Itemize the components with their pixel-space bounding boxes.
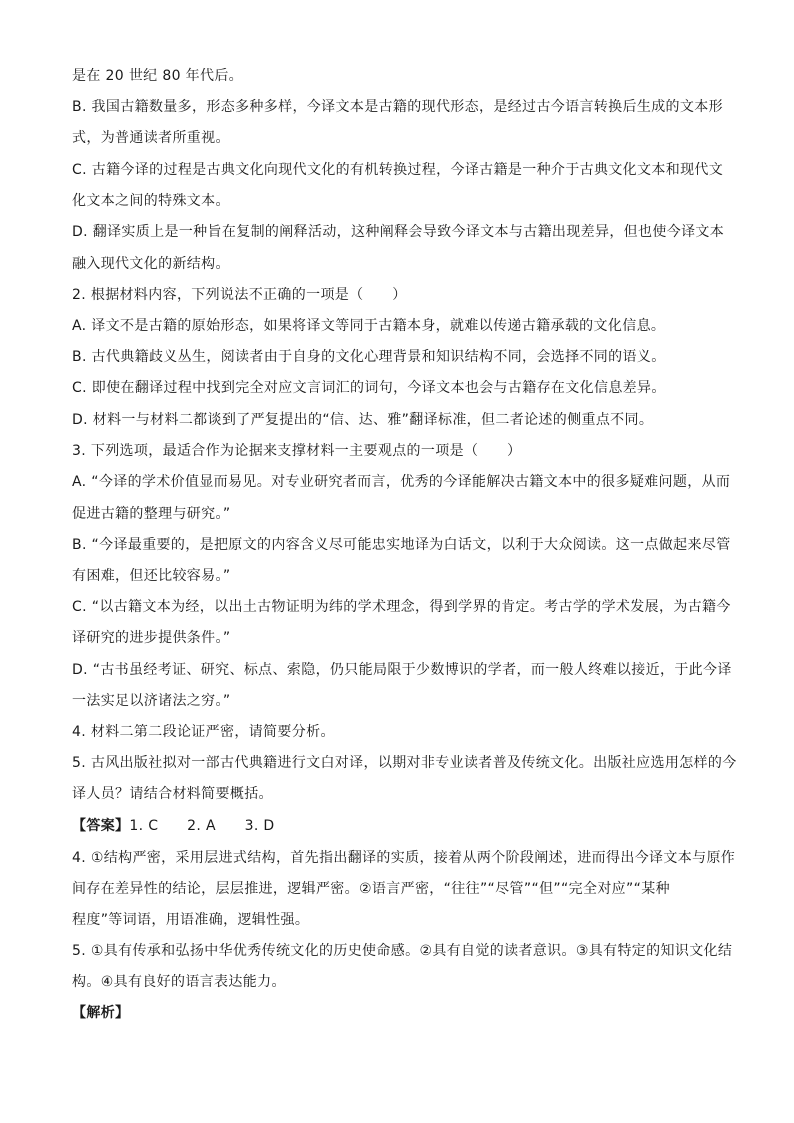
text-line: 化文本之间的特殊文本。 [72,193,230,209]
answer-5-line: 5. ①具有传承和弘扬中华优秀传统文化的历史使命感。②具有自觉的读者意识。③具有特定的知识文化结 [72,943,733,959]
question-4: 4. 材料二第二段论证严密，请简要分析。 [72,724,335,740]
text-line: 促进古籍的整理与研究。” [72,506,231,522]
text-line: 间存在差异性的结论，层层推进，逻辑严密。②语言严密，“往往”“尽管”“但”“完全对应”“某种 [72,881,670,897]
option-c-line: C. 古籍今译的过程是古典文化向现代文化的有机转换过程，今译古籍是一种介于古典文化文本和现代文 [72,162,724,178]
q2-option-a: A. 译文不是古籍的原始形态，如果将译文等同于古籍本身，就难以传递古籍承载的文化信息。 [72,318,666,334]
text-line: 是在 20 世纪 80 年代后。 [72,68,244,84]
analysis-label: 【解析】 [72,1005,130,1021]
text-line: 融入现代文化的新结构。 [72,256,230,272]
text-line: 译人员？请结合材料简要概括。 [72,786,273,802]
text-line: 程度”等词语，用语准确，逻辑性强。 [72,912,310,928]
question-5: 5. 古风出版社拟对一部古代典籍进行文白对译，以期对非专业读者普及传统文化。出版社应选用怎样的今 [72,755,737,771]
answer-label: 【答案】 [72,818,130,834]
question-3: 3. 下列选项，最适合作为论据来支撑材料一主要观点的一项是（ ） [72,443,522,459]
q2-option-c: C. 即使在翻译过程中找到完全对应文言词汇的词句，今译文本也会与古籍存在文化信息差异。 [72,380,666,396]
q2-option-b: B. 古代典籍歧义丛生，阅读者由于自身的文化心理背景和知识结构不同，会选择不同的语义。 [72,349,666,365]
option-d-line: D. 翻译实质上是一种旨在复制的阐释活动，这种阐释会导致今译文本与古籍出现差异，但也使今译文本 [72,224,725,240]
option-b-line: B. 我国古籍数量多，形态多种多样，今译文本是古籍的现代形态，是经过古今语言转换后生成的文本形 [72,99,723,115]
text-line: 有困难，但还比较容易。” [72,568,231,584]
answer-4-line: 4. ①结构严密，采用层进式结构，首先指出翻译的实质，接着从两个阶段阐述，进而得出今译文本与原作 [72,850,736,866]
answer-line [72,816,275,836]
q2-option-d: D. 材料一与材料二都谈到了严复提出的“信、达、雅”翻译标准，但二者论述的侧重点不同。 [72,412,654,428]
text-line: 式，为普通读者所重视。 [72,130,230,146]
q3-option-a: A. “今译的学术价值显而易见。对专业研究者而言，优秀的今译能解决古籍文本中的很多疑难问题，从而 [72,474,731,490]
text-line: 一法实足以济诸法之穷。” [72,693,231,709]
q3-option-d: D. “古书虽经考证、研究、标点、索隐，仍只能局限于少数博识的学者，而一般人终难以接近，于此今译 [72,662,732,678]
text-line: 译研究的进步提供条件。” [72,630,231,646]
text-line: 构。④具有良好的语言表达能力。 [72,974,286,990]
question-2: 2. 根据材料内容，下列说法不正确的一项是（ ） [72,287,407,303]
q3-option-c: C. “以古籍文本为经，以出土古物证明为纬的学术理念，得到学界的肯定。考古学的学术发展，为古籍今 [72,599,731,615]
answer-choices: 1. C 2. A 3. D [129,818,275,834]
q3-option-b: B. “今译最重要的，是把原文的内容含义尽可能忠实地译为白话文，以利于大众阅读。这一点做起来尽管 [72,537,731,553]
